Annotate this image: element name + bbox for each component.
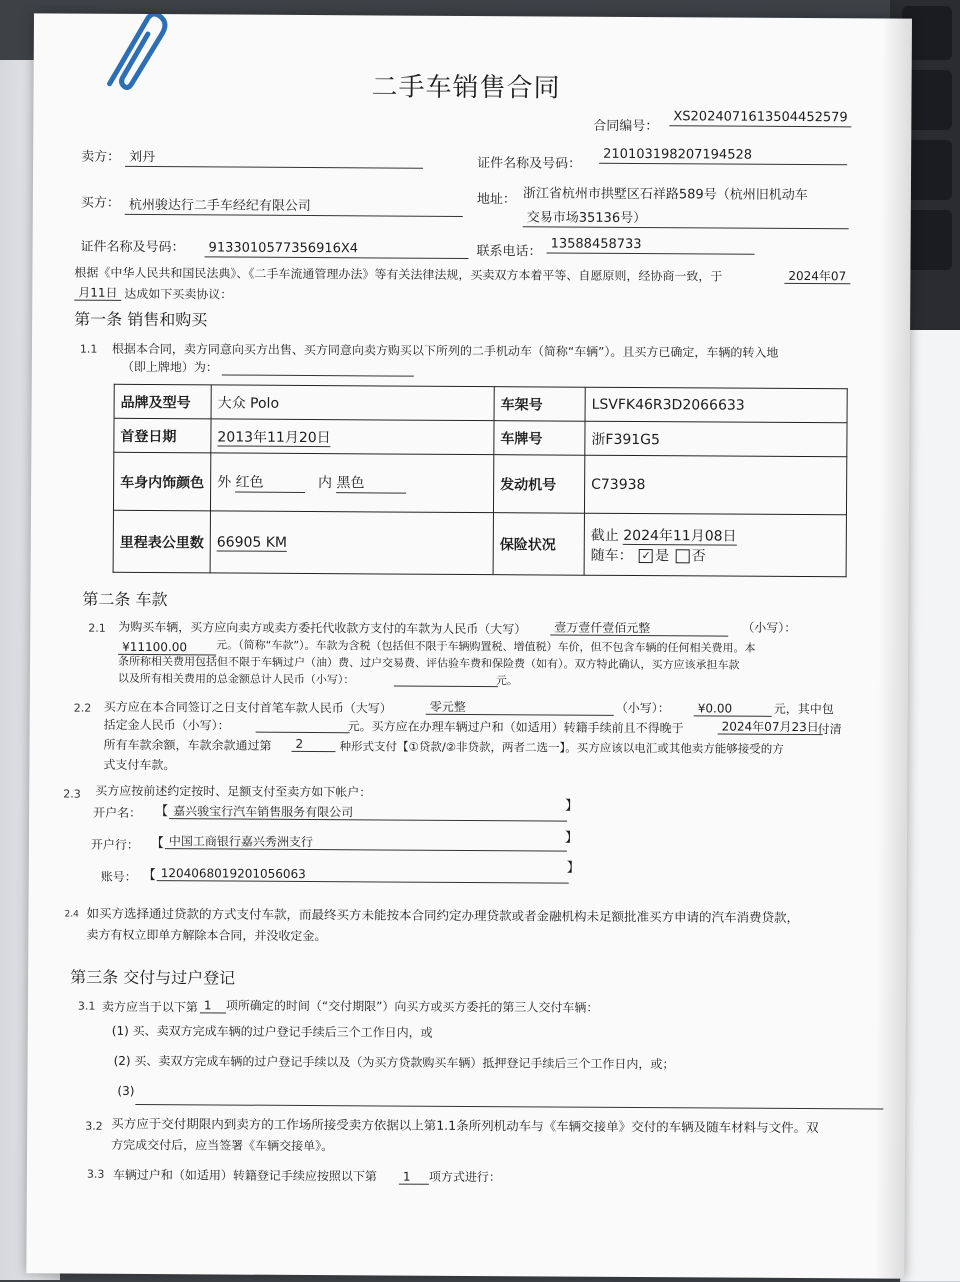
clause-2-2-number: 2.2: [73, 701, 92, 715]
article-3-title: 第三条 交付与过户登记: [70, 967, 236, 988]
buyer-addr-line2: 交易市场35136号）: [523, 210, 849, 229]
down-payment-words: 零元整: [426, 700, 614, 717]
clause-2-2-d: 元。买方应在办理车辆过户和（如适用）转籍手续前且不得晚于: [347, 719, 684, 736]
clause-1-1-number: 1.1: [79, 342, 98, 356]
clause-2-1-d: 以及所有相关费用的总金额总计人民币（小写）：: [117, 671, 355, 687]
clause-2-2-b: 元，其中包: [773, 701, 834, 717]
buyer-addr-line1: 浙江省杭州市拱墅区石祥路589号（杭州旧机动车: [522, 186, 808, 204]
clause-2-1-number: 2.1: [88, 621, 106, 635]
mileage-value: [210, 511, 493, 575]
buyer-label: 买方：: [80, 195, 120, 211]
destination-blank: [222, 360, 414, 376]
payment-method-value: 2: [291, 737, 335, 753]
article-1-title: 第一条 销售和购买: [74, 309, 208, 330]
contract-no-value: XS2024071613504452579: [669, 109, 851, 127]
down-payment-amount: ¥0.00: [694, 701, 772, 717]
account-name-label: 开户名：: [93, 805, 142, 820]
insurance-yes-label: 是: [655, 547, 670, 564]
clause-1-1-line2: （即上牌地）为：: [121, 359, 218, 375]
bank-label: 开户行：: [90, 837, 139, 852]
price-in-words: 壹万壹仟壹佰元整: [550, 620, 728, 636]
preamble-date-part2: 月11日: [74, 286, 121, 302]
deposit-blank: [256, 718, 350, 734]
clause-2-2-e: 付清: [817, 722, 842, 737]
article-2-title: 第二条 车款: [82, 589, 168, 610]
option-2: (2) 买、卖双方完成车辆的过户登记手续以及（为买方贷款购买车辆）抵押登记手续后三个工作日内，或；: [113, 1053, 675, 1072]
insurance-no-label: 否: [691, 547, 706, 564]
buyer-phone-value: 13588458733: [547, 236, 755, 254]
mileage-text: 66905 KM: [216, 533, 288, 551]
color-label: 车身内饰颜色: [113, 452, 210, 511]
paper-clip-icon: [102, 14, 172, 94]
account-name-value: 嘉兴骏宝行汽车销售服务有限公司: [169, 804, 567, 822]
option-3-blank: [135, 1092, 883, 1110]
clause-2-2-a: 买方应在本合同签订之日支付首笔车款人民币（大写）: [103, 699, 392, 716]
account-no-close-bracket: 】: [566, 860, 580, 876]
mileage-label: 里程表公里数: [113, 510, 210, 573]
vin-label: 车架号: [494, 387, 585, 422]
buyer-name: 杭州骏达行二手车经纪有限公司: [125, 198, 463, 217]
preamble-date-part1: 2024年07: [784, 269, 850, 285]
clause-2-1-e: 元。: [495, 674, 518, 688]
clause-3-2-b: 方完成交付后，应当签署《车辆交接单》。: [111, 1137, 334, 1154]
clause-2-1-c: 条所称相关费用包括但不限于车辆过户（油）费、过户交易费、评估验车费和保险费（如有）。双方特此确认，买方应该承担车款: [118, 654, 740, 672]
account-no-label: 账号：: [100, 869, 137, 884]
contract-no-label: 合同编号：: [593, 118, 659, 135]
buyer-phone-label: 联系电话：: [476, 244, 542, 260]
insurance-until-date: 2024年11月08日: [623, 527, 737, 545]
buyer-id-label: 证件名称及号码：: [80, 239, 185, 256]
insurance-yes-checkbox: ✓: [639, 549, 653, 563]
clause-3-2-a: 买方应于交付期限内到卖方的工作场所接受卖方依据以上第1.1条所列机动车与《车辆交接单》交付的车辆及随车材料与文件。双: [111, 1115, 819, 1136]
reg-date-text: 2013年11月20日: [217, 428, 331, 446]
brand-value: 大众 Polo: [211, 385, 494, 421]
balance-due-date: 2024年07月23日: [718, 720, 823, 736]
account-name-open-bracket: 【: [155, 804, 169, 820]
account-no-value: 1204068019201056063: [157, 866, 569, 884]
option-3-label: (3): [117, 1083, 135, 1098]
clause-2-2-f: 所有车款余额，车款余款通过第: [103, 737, 272, 753]
seller-name: 刘丹: [125, 150, 423, 168]
bank-open-bracket: 【: [150, 836, 165, 852]
clause-2-2-h: 式支付车款。: [103, 757, 176, 773]
clause-2-4-b: 卖方有权立即单方解除本合同，并没收定金。: [86, 927, 327, 944]
inner-color-value: 黑色: [336, 472, 406, 493]
clause-2-1-small-label: （小写）：: [742, 620, 797, 635]
delivery-option-value: 1: [200, 998, 226, 1014]
clause-2-4-number: 2.4: [64, 909, 79, 920]
preamble-line1: 根据《中华人民共和国民法典》、《二手车流通管理办法》等有关法律法规，买卖双方本着平等、自愿原则，经协商一致，于: [74, 265, 723, 284]
color-value: [210, 453, 493, 513]
reg-date-label: 首登日期: [114, 418, 211, 453]
clause-1-1-line1: 根据本合同，卖方同意向买方出售、买方同意向卖方购买以下所列的二手机动车（简称“车辆”）。且买方已确定，车辆的转入地: [111, 341, 779, 360]
clause-2-2-small: （小写）：: [615, 700, 670, 716]
transfer-option-value: 1: [399, 1170, 429, 1186]
clause-2-4-a: 如买方选择通过贷款的方式支付车款，而最终买方未能按本合同约定办理贷款或者金融机构未足额批准买方申请的汽车消费贷款，: [86, 905, 800, 926]
insurance-until-label: 截止: [590, 527, 619, 544]
contract-page: [26, 13, 912, 1278]
clause-3-2-number: 3.2: [85, 1119, 103, 1133]
inner-color-label: 内: [318, 475, 333, 492]
insurance-label: 保险状况: [493, 513, 584, 576]
clause-3-3-b: 项方式进行：: [428, 1169, 501, 1185]
reg-date-value: [211, 419, 494, 455]
insurance-with-car-label: 随车：: [590, 547, 633, 564]
seller-id-value: 210103198207194528: [599, 147, 847, 165]
clause-3-1-b: 项所确定的时间（“交付期限”）向买方或买方委托的第三人交付车辆：: [225, 998, 599, 1015]
clause-2-1-a: 为购买车辆，买方应向卖方或卖方委托代收款方支付的车款为人民币（大写）: [118, 619, 527, 637]
insurance-no-checkbox: [676, 549, 690, 563]
clause-2-1-b: 元。（简称“车款”）。车款为含税（包括但不限于车辆购置税、增值税）车价，但不包含车辆的任何相关费用。本: [216, 638, 756, 655]
clause-2-3-number: 2.3: [63, 787, 81, 801]
clause-3-3-number: 3.3: [86, 1167, 105, 1181]
option-1: (1) 买、卖双方完成车辆的过户登记手续后三个工作日内，或: [111, 1023, 433, 1040]
engine-value: C73938: [584, 455, 846, 515]
vin-value: LSVFK46R3D2066633: [585, 387, 847, 423]
buyer-id-value: 9133010577356916X4: [205, 240, 469, 258]
clause-3-1-number: 3.1: [77, 999, 96, 1013]
clause-2-2-c: 括定金人民币（小写）：: [103, 717, 230, 733]
seller-label: 卖方：: [81, 149, 121, 165]
preamble-line2: 达成如下买卖协议：: [124, 286, 233, 302]
buyer-addr-label: 地址：: [476, 192, 516, 208]
outer-color-value: 红色: [236, 472, 306, 493]
plate-value: 浙F391G5: [585, 421, 847, 457]
engine-label: 发动机号: [493, 455, 584, 514]
vehicle-table: [113, 384, 848, 577]
bank-value: 中国工商银行嘉兴秀洲支行: [165, 834, 567, 852]
account-name-close-bracket: 】: [565, 798, 579, 814]
outer-color-label: 外: [217, 474, 232, 491]
clause-3-1-a: 卖方应当于以下第: [101, 999, 198, 1015]
brand-label: 品牌及型号: [114, 384, 211, 419]
plate-label: 车牌号: [494, 421, 585, 456]
clause-2-2-g: 种形式支付【①贷款/②非贷款，两者二选一】。买方应该以电汇或其他卖方能够接受的方: [339, 739, 784, 756]
insurance-value: [584, 513, 846, 577]
clause-2-3-text: 买方应按前述约定按时、足额支付至卖方如下帐户：: [95, 783, 372, 800]
total-amount-blank: [394, 672, 498, 688]
seller-id-label: 证件名称及号码：: [477, 156, 582, 172]
price-amount: ¥11100.00: [118, 640, 216, 656]
bank-close-bracket: 】: [564, 830, 579, 846]
clause-3-3-a: 车辆过户和（如适用）转籍登记手续应按照以下第: [112, 1167, 377, 1184]
account-no-open-bracket: 【: [142, 867, 156, 884]
page-title: 二手车销售合同: [371, 72, 561, 104]
